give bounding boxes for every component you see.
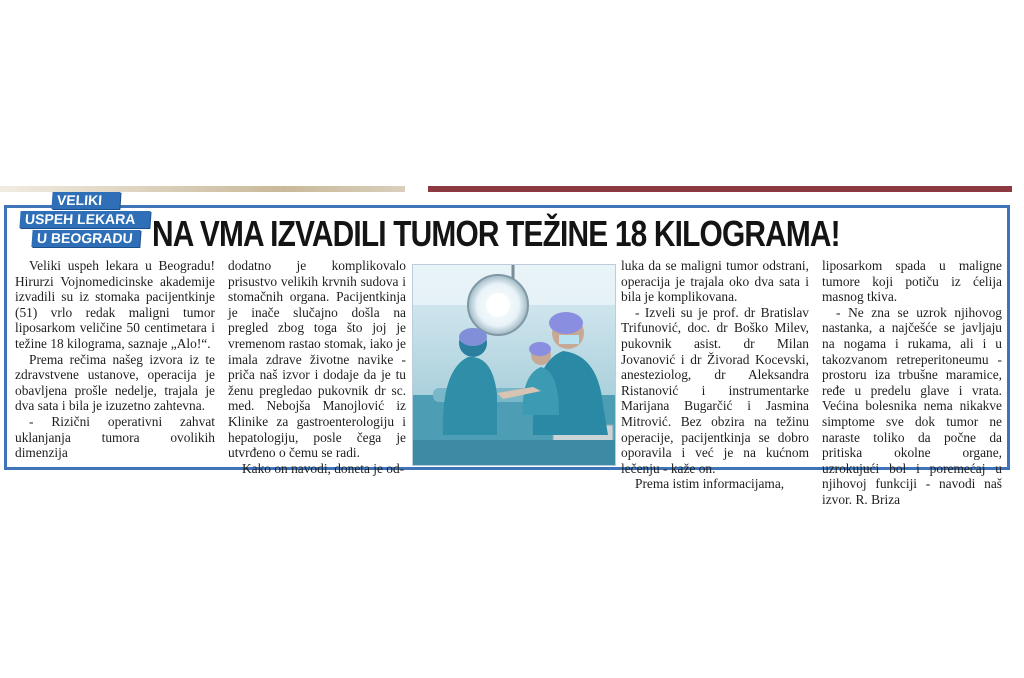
- text-column-1: [15, 258, 215, 461]
- kicker-line-1: VELIKI: [51, 192, 120, 209]
- paragraph: Prema rečima našeg izvora iz te zdravstvene ustanove, operacija je obavljena prošle nedelje, trajala je dva sata i bila je izuzetno zahtevna.: [15, 351, 215, 414]
- kicker-line-3: U BEOGRADU: [31, 230, 140, 247]
- text-column-2: [228, 258, 406, 476]
- paragraph: Prema istim informacijama,: [635, 476, 785, 492]
- paragraph: Veliki uspeh lekara u Beogradu! Hirurzi Vojnomedicinske akademije izvadili su iz stomaka pacijentkinje (51) vrlo redak maligni tumor liposarkom veličine 50 centimetara i težine 18 kilograma, saznaje „Alo!“.: [15, 258, 215, 351]
- kicker-label: [14, 192, 152, 249]
- paragraph: dodatno je komplikovalo prisustvo velikih krvnih sudova i stomačnih organa. Pacijentkinja je inače slučajno došla na pregled zbog toga što joj je vremenom rastao stomak, iako je imala zdrave životne navike - priča naš izvor i dodaje da je tu ženu pregledao pukovnik dr sc. med. Nebojša Manojlović iz Klinike za gastroenterologiju i hepatologiju, posle čega je utvrđeno o čemu se radi.: [228, 258, 406, 461]
- text-column-3: [621, 258, 809, 492]
- paragraph: Kako on navodi, doneta je od-: [242, 460, 405, 476]
- surgery-photo: [412, 264, 616, 466]
- paragraph: liposarkom spada u maligne tumore koji potiču iz ćelija masnog tkiva.: [822, 258, 1002, 305]
- paragraph: - Izveli su je prof. dr Bratislav Trifunović, doc. dr Boško Milev, pukovnik asist. dr Milan Jovanović i dr Živorad Kocevski, anesteziolog, dr Aleksandra Ristanović i instrumentarke Marijana Bugarčić i Jasmina Mitrović. Bez obzira na težinu operacije, pacijentkinja se dobro oporavila i već je na kućnom lečenju - kaže on.: [621, 304, 809, 476]
- paragraph: - Ne zna se uzrok njihovog nastanka, a najčešće se javljaju na nogama i rukama, ali i u takozvanom retreperitoneumu - prostoru iza trbušne maramice, ređe u predelu glave i vrata. Većina bolesnika nema nikakve simptome sve dok tumor ne naraste toliko da počne da pritiska okolne organe, uzrokujući bol i poremećaj u njihovoj funkciji - navodi naš izvor. R. Briza: [822, 304, 1002, 507]
- article-headline: NA VMA IZVADILI TUMOR TEŽINE 18 KILOGRAMA!: [152, 213, 840, 254]
- text-column-4: [822, 258, 1002, 508]
- top-rule-right: [428, 186, 1012, 192]
- paragraph: luka da se maligni tumor odstrani, operacija je trajala oko dva sata i bila je komplikovana.: [621, 258, 809, 305]
- operating-room-illustration: [413, 265, 615, 465]
- paragraph: - Rizični operativni zahvat uklanjanja tumora ovolikih dimenzija: [15, 413, 215, 461]
- kicker-line-2: USPEH LEKARA: [19, 211, 150, 228]
